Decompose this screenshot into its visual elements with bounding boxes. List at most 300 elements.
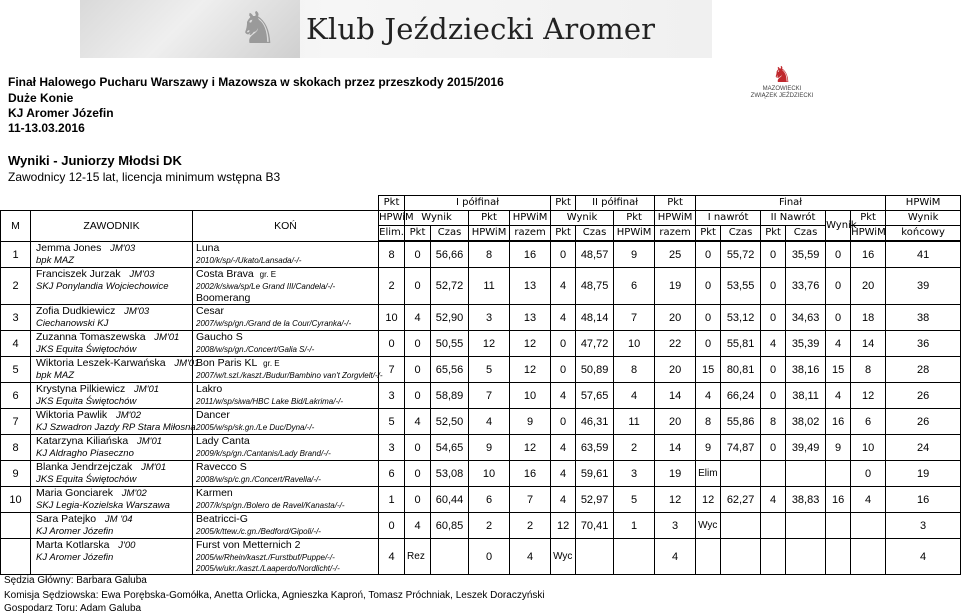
score-p2: 4 (551, 487, 576, 513)
rider-cell (31, 331, 193, 357)
horse-info: 2007/w/t.szl./kaszt./Budur/Bambino van't Zorgvlelt/-/- (196, 371, 383, 380)
table-row (1, 305, 961, 331)
score-r2: 19 (655, 461, 696, 487)
header-czas-r1: Czas (721, 226, 761, 241)
table-row (1, 435, 961, 461)
horse-cell (193, 435, 379, 461)
score-ft1: 55,81 (721, 331, 761, 357)
federation-name-line1: MAZOWIECKI (762, 86, 802, 92)
score-h1: 2 (469, 513, 510, 539)
score-h2: 11 (614, 409, 655, 435)
score-r2: 4 (655, 539, 696, 575)
table-row (1, 242, 961, 268)
horse-name: Luna (196, 242, 220, 254)
header-hpwim-elim: HPWiM (379, 211, 405, 226)
header-wynik-final: Wynik (826, 211, 851, 241)
score-h2: 1 (614, 513, 655, 539)
horse-name: Gaucho S (196, 331, 243, 343)
score-fp1: 0 (696, 331, 721, 357)
score-total: 36 (886, 331, 961, 357)
score-h1: 11 (469, 268, 510, 305)
score-h2: 5 (614, 487, 655, 513)
score-fw: 4 (826, 383, 851, 409)
header-pkt-final: Pkt (851, 211, 886, 226)
place-cell (1, 539, 31, 575)
header-pkt-elim: Pkt (379, 196, 405, 211)
horse-cell (193, 487, 379, 513)
chief-judge: Sędzia Główny: Barbara Galuba (4, 575, 147, 586)
score-t2: 48,57 (576, 242, 614, 268)
score-fw (826, 513, 851, 539)
score-t2: 59,61 (576, 461, 614, 487)
score-r2: 12 (655, 487, 696, 513)
score-h1: 5 (469, 357, 510, 383)
rider-license: JM'03 (129, 269, 155, 280)
horse-second-info: 2005/w/ukr./kaszt./Laaperdo/Nordlicht/-/- (196, 564, 340, 573)
score-r2: 14 (655, 383, 696, 409)
rider-license: J'00 (118, 540, 136, 551)
score-h1: 6 (469, 487, 510, 513)
score-p1: 4 (405, 409, 431, 435)
score-ft2 (786, 461, 826, 487)
score-t2 (576, 539, 614, 575)
score-ft2: 38,02 (786, 409, 826, 435)
score-ft2: 38,83 (786, 487, 826, 513)
score-p1: 0 (405, 461, 431, 487)
rider-name: Maria Gonciarek (36, 487, 114, 499)
score-total: 26 (886, 409, 961, 435)
header-place: M (1, 211, 31, 242)
score-r1: 16 (510, 242, 551, 268)
score-r1: 10 (510, 383, 551, 409)
score-p2: Wyc (551, 539, 576, 575)
score-fw: 16 (826, 409, 851, 435)
header-pkt-semi2-sub: Pkt (614, 211, 655, 226)
score-t2: 52,97 (576, 487, 614, 513)
results-title: Wyniki - Juniorzy Młodsi DK (8, 153, 182, 168)
rider-name: Zuzanna Tomaszewska (36, 331, 146, 343)
table-row (1, 268, 961, 305)
score-p2: 4 (551, 435, 576, 461)
score-p1: 0 (405, 242, 431, 268)
score-total: 39 (886, 268, 961, 305)
score-elim: 4 (379, 539, 405, 575)
score-fp1: 4 (696, 383, 721, 409)
rider-club: JKS Equita Świętochów (36, 474, 137, 485)
horse-cell (193, 539, 379, 575)
rider-license: JM'02 (115, 410, 141, 421)
rider-license: JM'03 (110, 243, 136, 254)
header-hpwim-s2: HPWiM (614, 226, 655, 241)
score-fp1: 12 (696, 487, 721, 513)
rider-club: KJ Aromer Józefin (36, 552, 114, 563)
score-ft1: 55,72 (721, 242, 761, 268)
score-t2: 50,89 (576, 357, 614, 383)
table-row (1, 513, 961, 539)
header-horse: KOŃ (193, 211, 379, 242)
header-wynik-semi1: Wynik (405, 211, 469, 226)
score-r1: 13 (510, 268, 551, 305)
header-gap (1, 196, 379, 211)
score-p2: 4 (551, 383, 576, 409)
table-row (1, 409, 961, 435)
place-cell: 3 (1, 305, 31, 331)
score-ft1: 53,55 (721, 268, 761, 305)
event-venue: KJ Aromer Józefin (8, 106, 114, 120)
score-fh: 18 (851, 305, 886, 331)
header-elim: Elim. (379, 226, 405, 241)
score-p1: 0 (405, 268, 431, 305)
rider-license: JM'01 (141, 462, 167, 473)
horse-info: 2002/k/siwa/sp/Le Grand III/Candela/-/- (196, 282, 336, 291)
score-r1: 9 (510, 409, 551, 435)
federation-name-line2: ZWIĄZEK JEŹDZIECKI (750, 93, 814, 99)
score-elim: 6 (379, 461, 405, 487)
score-total: 38 (886, 305, 961, 331)
score-t2: 48,14 (576, 305, 614, 331)
horse-name: Bon Paris KL (196, 357, 258, 369)
score-fh: 20 (851, 268, 886, 305)
score-fh: 8 (851, 357, 886, 383)
horse-name: Lady Canta (196, 435, 250, 447)
rider-club: SKJ Ponylandia Wojciechowice (36, 281, 169, 292)
rider-license: JM'01 (136, 436, 163, 447)
header-pkt-r1: Pkt (696, 226, 721, 241)
rider-cell (31, 357, 200, 383)
score-ft1: 74,87 (721, 435, 761, 461)
event-dates: 11-13.03.2016 (8, 121, 85, 135)
horse-info: 2005/k/ttew./c.gn./Bedford/Gipoli/-/- (196, 527, 321, 536)
score-fp2: 4 (761, 331, 786, 357)
score-ft2: 39,49 (786, 435, 826, 461)
header-run2: II Nawrót (761, 211, 826, 226)
header-final-result: końcowy (886, 226, 961, 241)
rider-name: Sara Patejko (36, 513, 97, 525)
header-razem-s2: razem (655, 226, 696, 241)
place-cell: 9 (1, 461, 31, 487)
horse-info: 2005/w/sp/sk.gn./Le Duc/Dyna/-/- (196, 423, 315, 432)
place-cell: 7 (1, 409, 31, 435)
score-p2: 4 (551, 461, 576, 487)
score-elim: 7 (379, 357, 405, 383)
score-h2: 2 (614, 435, 655, 461)
header-hpwim-total: HPWiM (886, 196, 961, 211)
score-fp2 (761, 513, 786, 539)
score-total: 26 (886, 383, 961, 409)
score-fw (826, 539, 851, 575)
rider-license: JM'01 (154, 332, 180, 343)
horse-name: Costa Brava (196, 268, 254, 280)
club-title: Klub Jeździecki Aromer (306, 12, 656, 46)
score-ft2 (786, 513, 826, 539)
horse-name: Dancer (196, 409, 230, 421)
rider-club: KJ Aldragho Piaseczno (36, 448, 134, 459)
rider-name: Katarzyna Kiliańska (36, 435, 129, 447)
rider-club: KJ Szwadron Jazdy RP Stara Miłosna (36, 422, 196, 433)
rider-cell (31, 383, 193, 409)
score-t1: 65,56 (431, 357, 469, 383)
score-fp1: Elim (696, 461, 721, 487)
place-cell: 4 (1, 331, 31, 357)
rider-name: Jemma Jones (36, 242, 102, 254)
rider-club: bpk MAZ (36, 255, 75, 266)
score-h2: 10 (614, 331, 655, 357)
score-fp2: 0 (761, 268, 786, 305)
score-h2 (614, 539, 655, 575)
score-t2: 63,59 (576, 435, 614, 461)
score-p2: 4 (551, 305, 576, 331)
horse-group: gr. E (263, 359, 280, 368)
score-ft1: 66,24 (721, 383, 761, 409)
score-elim: 3 (379, 435, 405, 461)
score-ft1: 53,12 (721, 305, 761, 331)
event-title: Finał Halowego Pucharu Warszawy i Mazowsza w skokach przez przeszkody 2015/2016 (8, 75, 504, 89)
score-fp1: Wyc (696, 513, 721, 539)
horse-cell (193, 461, 379, 487)
rider-cell (31, 268, 193, 305)
score-fh: 10 (851, 435, 886, 461)
score-fp1: 8 (696, 409, 721, 435)
place-cell: 2 (1, 268, 31, 305)
results-table (0, 195, 961, 575)
score-t1: 50,55 (431, 331, 469, 357)
horse-name: Lakro (196, 383, 223, 395)
score-t1: 52,50 (431, 409, 469, 435)
score-fp2: 0 (761, 357, 786, 383)
score-h1: 10 (469, 461, 510, 487)
header-hpwim-final: HPWiM (851, 226, 886, 241)
score-h2: 4 (614, 383, 655, 409)
score-t2: 48,75 (576, 268, 614, 305)
score-p2: 4 (551, 268, 576, 305)
rider-club: bpk MAZ (36, 370, 75, 381)
score-p1: 0 (405, 487, 431, 513)
score-fh: 0 (851, 461, 886, 487)
rider-name: Krystyna Pilkiewicz (36, 383, 126, 395)
score-fp2: 0 (761, 305, 786, 331)
judges-panel: Komisja Sędziowska: Ewa Porębska-Gomółka, Anetta Orlicka, Agnieszka Kaproń, Tomasz Próchniak, Leszek Doraczyński (4, 590, 545, 601)
score-ft1: 80,81 (721, 357, 761, 383)
horse-icon: ♞ (238, 4, 278, 53)
score-ft2: 33,76 (786, 268, 826, 305)
score-p1: Rez (405, 539, 431, 575)
score-p1: 4 (405, 513, 431, 539)
score-p1: 0 (405, 435, 431, 461)
score-fw: 0 (826, 305, 851, 331)
score-fw: 4 (826, 331, 851, 357)
header-hpwim-semi1: HPWiM (510, 211, 551, 226)
score-ft1 (721, 539, 761, 575)
score-fp1 (696, 539, 721, 575)
horse-info: 2007/w/sp/gn./Grand de la Cour/Cyranka/-/- (196, 319, 352, 328)
score-h2: 3 (614, 461, 655, 487)
score-fh: 12 (851, 383, 886, 409)
score-h1: 8 (469, 242, 510, 268)
rider-name: Wiktoria Pawlik (36, 409, 108, 421)
score-r1: 12 (510, 435, 551, 461)
header-run1: I nawrót (696, 211, 761, 226)
score-total: 24 (886, 435, 961, 461)
horse-cell (193, 268, 379, 305)
score-ft2: 38,11 (786, 383, 826, 409)
horse-info: 2010/k/sp/-/Ukato/Lansada/-/- (196, 256, 302, 265)
score-ft2 (786, 539, 826, 575)
score-p2: 0 (551, 242, 576, 268)
place-cell: 10 (1, 487, 31, 513)
score-fh: 16 (851, 242, 886, 268)
score-t1: 60,85 (431, 513, 469, 539)
header-rider: ZAWODNIK (31, 211, 193, 242)
rider-name: Franciszek Jurzak (36, 268, 121, 280)
horse-name: Cesar (196, 305, 225, 317)
score-fp1: 0 (696, 305, 721, 331)
score-t1: 53,08 (431, 461, 469, 487)
score-h1: 4 (469, 409, 510, 435)
score-t1: 58,89 (431, 383, 469, 409)
event-class: Duże Konie (8, 91, 74, 105)
score-t2: 46,31 (576, 409, 614, 435)
score-r2: 20 (655, 305, 696, 331)
header-razem-s1: razem (510, 226, 551, 241)
horse-info: 2011/w/sp/siwa/HBC Lake Bid/Lakrima/-/- (196, 397, 344, 406)
header-czas-s2: Czas (576, 226, 614, 241)
table-row (1, 539, 961, 575)
score-p2: 12 (551, 513, 576, 539)
horse-cell (193, 409, 379, 435)
score-r2: 14 (655, 435, 696, 461)
place-cell: 8 (1, 435, 31, 461)
results-body (1, 242, 961, 575)
score-ft2: 35,39 (786, 331, 826, 357)
score-fw: 9 (826, 435, 851, 461)
score-fh (851, 513, 886, 539)
rider-club: JKS Equita Świętochów (36, 344, 137, 355)
score-r1: 13 (510, 305, 551, 331)
place-cell (1, 513, 31, 539)
rider-license: JM'01 (174, 358, 200, 369)
place-cell: 6 (1, 383, 31, 409)
rider-cell (31, 409, 196, 435)
score-fh: 14 (851, 331, 886, 357)
federation-logo (730, 64, 834, 100)
score-fp1: 9 (696, 435, 721, 461)
score-fp1: 0 (696, 268, 721, 305)
score-h2: 9 (614, 242, 655, 268)
place-cell: 1 (1, 242, 31, 268)
score-ft2: 38,16 (786, 357, 826, 383)
horse-cell (193, 357, 383, 383)
score-elim: 0 (379, 331, 405, 357)
horse-name: Karmen (196, 487, 233, 499)
horse-head-icon: ♞ (772, 62, 792, 87)
score-fw: 0 (826, 242, 851, 268)
competition-requirements: Zawodnicy 12-15 lat, licencja minimum wstępna B3 (8, 170, 281, 184)
score-fh: 6 (851, 409, 886, 435)
score-p2: 0 (551, 409, 576, 435)
table-row (1, 331, 961, 357)
rider-cell (31, 242, 193, 268)
score-total: 28 (886, 357, 961, 383)
place-cell: 5 (1, 357, 31, 383)
header-wynik-total: Wynik (886, 211, 961, 226)
score-r1: 7 (510, 487, 551, 513)
rider-license: JM '04 (104, 514, 133, 525)
score-fp2 (761, 539, 786, 575)
score-r2: 3 (655, 513, 696, 539)
horse-info: 2009/k/sp/gn./Cantanis/Lady Brand/-/- (196, 449, 331, 458)
header-semi1: I półfinał (405, 196, 551, 211)
horse-cell (193, 331, 379, 357)
score-p1: 4 (405, 305, 431, 331)
score-h2: 8 (614, 357, 655, 383)
header-czas-r2: Czas (786, 226, 826, 241)
score-ft2: 34,63 (786, 305, 826, 331)
score-h2: 6 (614, 268, 655, 305)
score-elim: 2 (379, 268, 405, 305)
score-h1: 0 (469, 539, 510, 575)
horse-cell (193, 513, 379, 539)
score-elim: 0 (379, 513, 405, 539)
score-elim: 3 (379, 383, 405, 409)
header-pkt-semi1: Pkt (551, 196, 576, 211)
score-ft1 (721, 461, 761, 487)
rider-cell (31, 461, 193, 487)
header-semi2: II półfinał (576, 196, 655, 211)
horse-second-name: Boomerang (196, 292, 251, 304)
rider-name: Zofia Dudkiewicz (36, 305, 116, 317)
header-hpwim-semi2: HPWiM (655, 211, 696, 226)
score-r2: 20 (655, 357, 696, 383)
score-elim: 8 (379, 242, 405, 268)
score-fp2 (761, 461, 786, 487)
score-fp1: 0 (696, 242, 721, 268)
score-total: 19 (886, 461, 961, 487)
rider-name: Marta Kotlarska (36, 539, 110, 551)
club-banner (80, 0, 712, 58)
score-r2: 25 (655, 242, 696, 268)
rider-license: JM'02 (121, 488, 147, 499)
score-ft1 (721, 513, 761, 539)
score-p1: 0 (405, 383, 431, 409)
score-fp1: 15 (696, 357, 721, 383)
rider-cell (31, 539, 193, 575)
rider-club: Ciechanowski KJ (36, 318, 109, 329)
score-fw: 16 (826, 487, 851, 513)
rider-cell (31, 513, 193, 539)
score-total: 16 (886, 487, 961, 513)
score-p1: 0 (405, 331, 431, 357)
score-t2: 70,41 (576, 513, 614, 539)
score-h1: 7 (469, 383, 510, 409)
horse-info: 2008/w/sp/gn./Concert/Galia S/-/- (196, 345, 315, 354)
score-t1: 54,65 (431, 435, 469, 461)
score-r2: 19 (655, 268, 696, 305)
header-pkt-semi1-sub: Pkt (469, 211, 510, 226)
horse-name: Ravecco S (196, 461, 247, 473)
score-p2: 0 (551, 331, 576, 357)
horse-cell (193, 305, 379, 331)
header-hpwim-s1: HPWiM (469, 226, 510, 241)
score-r1: 2 (510, 513, 551, 539)
score-fp2: 4 (761, 487, 786, 513)
score-ft2: 35,59 (786, 242, 826, 268)
table-row (1, 487, 961, 513)
score-fp2: 8 (761, 409, 786, 435)
header-wynik-semi2: Wynik (551, 211, 614, 226)
horse-cell (193, 242, 379, 268)
horse-group: gr. E (259, 270, 277, 279)
score-h1: 9 (469, 435, 510, 461)
